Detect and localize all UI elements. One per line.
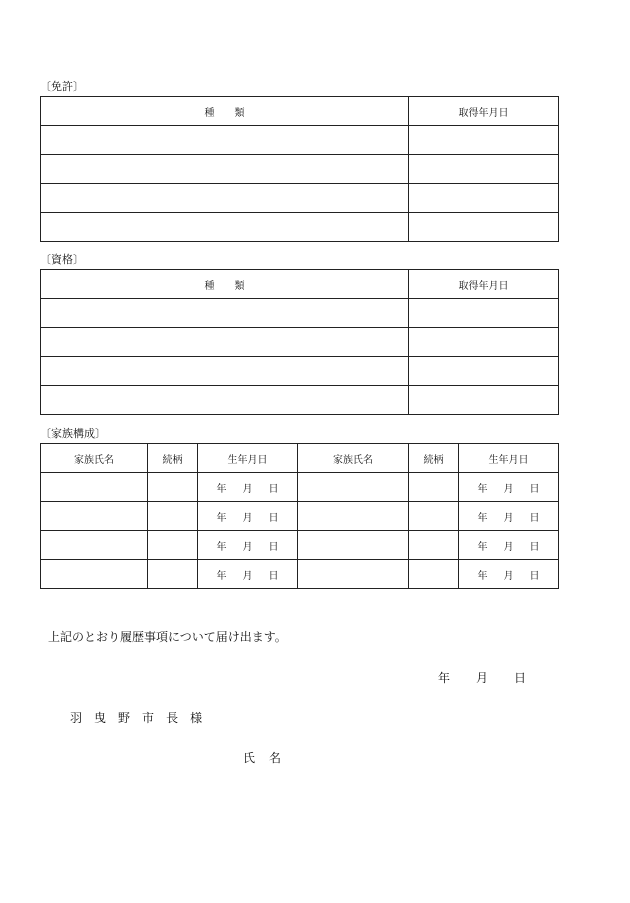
qualification-date-cell[interactable] bbox=[409, 357, 559, 386]
family-relation-cell[interactable] bbox=[409, 531, 459, 560]
qualification-section-label: 〔資格〕 bbox=[40, 253, 84, 266]
year-label: 年 bbox=[216, 570, 227, 582]
family-birth-cell[interactable] bbox=[459, 560, 559, 589]
family-relation-cell[interactable] bbox=[148, 502, 198, 531]
submission-statement: 上記のとおり履歴事項について届け出ます。 bbox=[48, 630, 287, 644]
qualification-date-cell[interactable] bbox=[409, 328, 559, 357]
day-label: 日 bbox=[529, 570, 540, 582]
month-label: 月 bbox=[503, 512, 514, 524]
family-birth-cell[interactable] bbox=[198, 502, 298, 531]
family-name-cell[interactable] bbox=[298, 473, 409, 502]
qualification-header-row bbox=[41, 270, 559, 299]
month-label: 月 bbox=[242, 483, 253, 495]
month-label: 月 bbox=[503, 570, 514, 582]
license-type-cell[interactable] bbox=[41, 184, 409, 213]
table-row bbox=[41, 502, 559, 531]
name-label-char: 氏 bbox=[243, 751, 256, 765]
license-type-cell[interactable] bbox=[41, 126, 409, 155]
family-section-label: 〔家族構成〕 bbox=[40, 427, 106, 440]
table-row bbox=[41, 213, 559, 242]
day-label: 日 bbox=[529, 512, 540, 524]
table-row bbox=[41, 357, 559, 386]
license-date-header: 取得年月日 bbox=[409, 97, 559, 126]
table-row bbox=[41, 126, 559, 155]
family-relation-cell[interactable] bbox=[409, 473, 459, 502]
day-label: 日 bbox=[268, 541, 279, 553]
qualification-date-header: 取得年月日 bbox=[409, 270, 559, 299]
qualification-date-cell[interactable] bbox=[409, 299, 559, 328]
family-birth-cell[interactable] bbox=[459, 531, 559, 560]
month-label: 月 bbox=[242, 541, 253, 553]
day-label: 日 bbox=[268, 483, 279, 495]
month-label: 月 bbox=[476, 671, 489, 685]
license-header-row bbox=[41, 97, 559, 126]
family-relation-cell[interactable] bbox=[409, 502, 459, 531]
license-section-label: 〔免許〕 bbox=[40, 80, 84, 93]
table-row bbox=[41, 328, 559, 357]
family-name-cell[interactable] bbox=[298, 502, 409, 531]
table-row bbox=[41, 299, 559, 328]
license-type-cell[interactable] bbox=[41, 155, 409, 184]
addressee-char: 野 bbox=[118, 711, 131, 725]
table-row bbox=[41, 155, 559, 184]
day-label: 日 bbox=[529, 483, 540, 495]
addressee-char: 羽 bbox=[70, 711, 83, 725]
qualification-date-cell[interactable] bbox=[409, 386, 559, 415]
family-birth-cell[interactable] bbox=[459, 502, 559, 531]
license-date-cell[interactable] bbox=[409, 213, 559, 242]
family-relation-cell[interactable] bbox=[409, 560, 459, 589]
family-birth-cell[interactable] bbox=[198, 560, 298, 589]
addressee-char: 曳 bbox=[94, 711, 107, 725]
day-label: 日 bbox=[529, 541, 540, 553]
name-label-char: 名 bbox=[269, 751, 282, 765]
family-name-cell[interactable] bbox=[41, 560, 148, 589]
family-birth-header: 生年月日 bbox=[198, 444, 298, 473]
year-label: 年 bbox=[216, 483, 227, 495]
name-field[interactable] bbox=[290, 748, 560, 768]
family-relation-cell[interactable] bbox=[148, 531, 198, 560]
day-label: 日 bbox=[268, 570, 279, 582]
table-row bbox=[41, 386, 559, 415]
day-label: 日 bbox=[268, 512, 279, 524]
year-label: 年 bbox=[477, 483, 488, 495]
license-date-cell[interactable] bbox=[409, 155, 559, 184]
family-name-cell[interactable] bbox=[41, 473, 148, 502]
family-name-header: 家族氏名 bbox=[298, 444, 409, 473]
family-name-cell[interactable] bbox=[41, 531, 148, 560]
month-label: 月 bbox=[242, 512, 253, 524]
license-type-cell[interactable] bbox=[41, 213, 409, 242]
qualification-type-cell[interactable] bbox=[41, 299, 409, 328]
addressee bbox=[70, 711, 202, 725]
family-name-header: 家族氏名 bbox=[41, 444, 148, 473]
family-table bbox=[40, 443, 559, 589]
family-relation-cell[interactable] bbox=[148, 473, 198, 502]
family-relation-cell[interactable] bbox=[148, 560, 198, 589]
table-row bbox=[41, 531, 559, 560]
family-name-cell[interactable] bbox=[298, 560, 409, 589]
name-label bbox=[243, 751, 281, 765]
family-birth-cell[interactable] bbox=[198, 531, 298, 560]
family-birth-cell[interactable] bbox=[459, 473, 559, 502]
family-birth-cell[interactable] bbox=[198, 473, 298, 502]
qualification-type-header: 種 類 bbox=[41, 270, 409, 299]
qualification-type-cell[interactable] bbox=[41, 328, 409, 357]
license-type-header: 種 類 bbox=[41, 97, 409, 126]
family-name-cell[interactable] bbox=[298, 531, 409, 560]
submission-date[interactable] bbox=[438, 671, 526, 685]
table-row bbox=[41, 184, 559, 213]
qualification-table bbox=[40, 269, 559, 415]
month-label: 月 bbox=[503, 541, 514, 553]
month-label: 月 bbox=[242, 570, 253, 582]
month-label: 月 bbox=[503, 483, 514, 495]
family-header-row bbox=[41, 444, 559, 473]
table-row bbox=[41, 473, 559, 502]
family-birth-header: 生年月日 bbox=[459, 444, 559, 473]
addressee-char: 様 bbox=[190, 711, 203, 725]
qualification-type-cell[interactable] bbox=[41, 357, 409, 386]
year-label: 年 bbox=[438, 671, 451, 685]
addressee-char: 市 bbox=[142, 711, 155, 725]
license-date-cell[interactable] bbox=[409, 126, 559, 155]
year-label: 年 bbox=[477, 570, 488, 582]
year-label: 年 bbox=[477, 541, 488, 553]
year-label: 年 bbox=[216, 512, 227, 524]
table-row bbox=[41, 560, 559, 589]
addressee-char: 長 bbox=[166, 711, 179, 725]
day-label: 日 bbox=[514, 671, 527, 685]
license-table bbox=[40, 96, 559, 242]
year-label: 年 bbox=[477, 512, 488, 524]
year-label: 年 bbox=[216, 541, 227, 553]
family-relation-header: 続柄 bbox=[148, 444, 198, 473]
family-name-cell[interactable] bbox=[41, 502, 148, 531]
license-date-cell[interactable] bbox=[409, 184, 559, 213]
qualification-type-cell[interactable] bbox=[41, 386, 409, 415]
family-relation-header: 続柄 bbox=[409, 444, 459, 473]
